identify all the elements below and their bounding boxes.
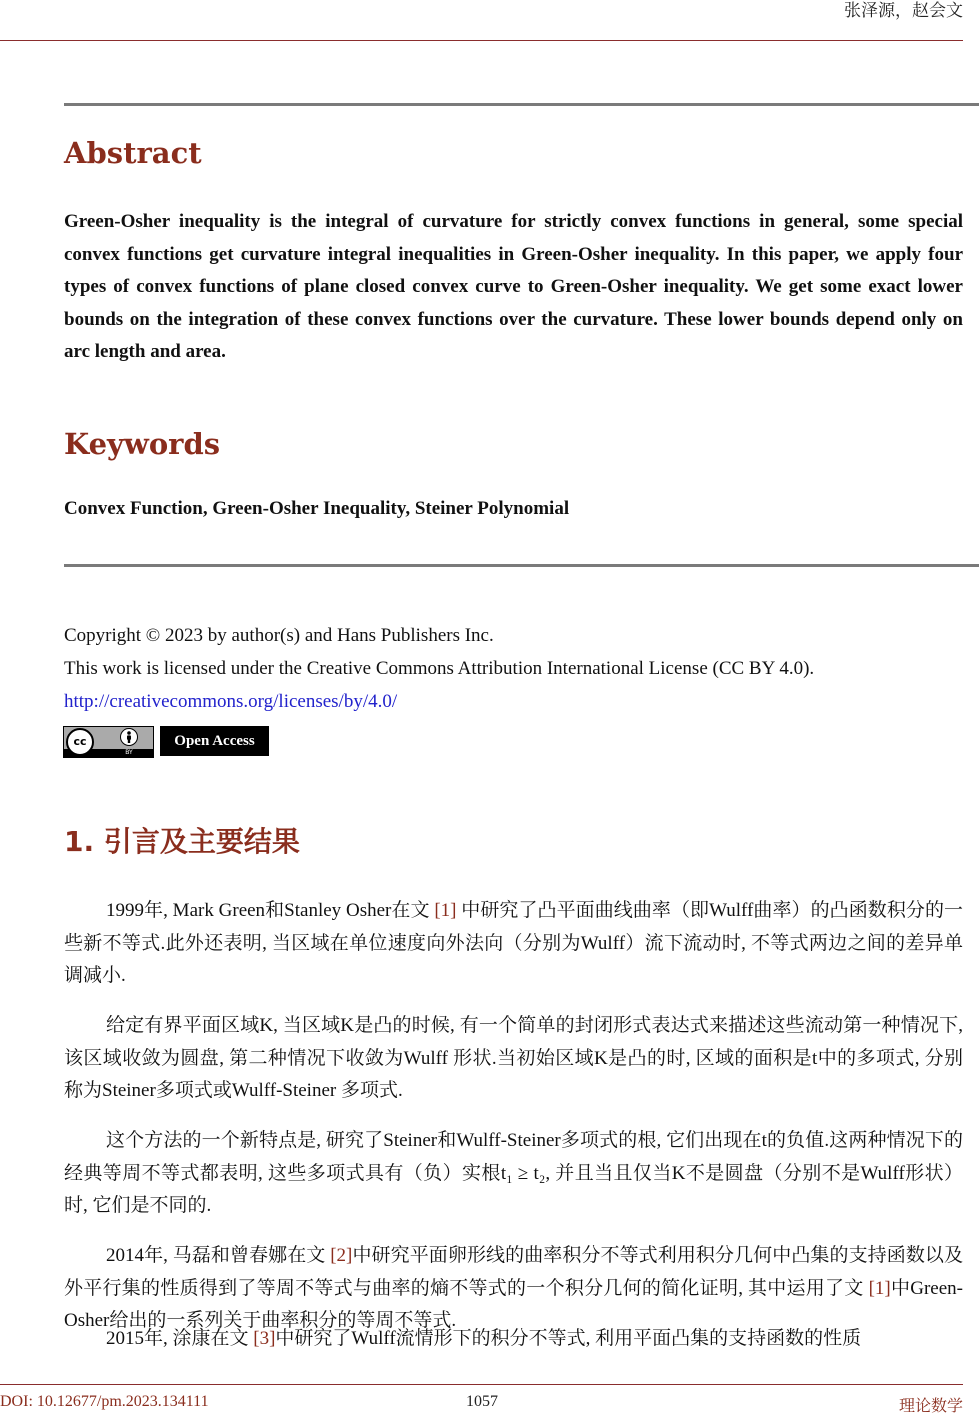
by-label: BY (125, 749, 133, 756)
open-access-badge[interactable]: Open Access (160, 726, 269, 756)
cc-by-badge[interactable] (63, 726, 154, 758)
journal-name: 理论数学 (898, 1396, 963, 1415)
abstract-heading: Abstract (64, 136, 202, 170)
header-rule (0, 40, 963, 41)
paragraph-1 (64, 895, 963, 993)
cc-icon: cc (66, 728, 94, 756)
paragraph-5-a: 2015年, 涂康在文 (106, 1328, 254, 1349)
license-link[interactable]: http://creativecommons.org/licenses/by/4.0/ (64, 691, 398, 712)
copyright-line: Copyright © 2023 by author(s) and Hans Publishers Inc. (64, 625, 494, 646)
keywords-bottom-rule (64, 564, 979, 567)
paragraph-5 (64, 1323, 963, 1356)
paragraph-1-b: 中研究了凸平面曲线曲率（即Wulff曲率）的凸函数积分的一些新不等式.此外还表明, 当区域在单位速度向外法向（分别为Wulff）流下流动时, 不等式两边之间的差异单调减小. (64, 900, 964, 986)
keywords-heading: Keywords (64, 427, 221, 461)
paragraph-1-a: 1999年, Mark Green和Stanley Osher在文 (106, 900, 435, 921)
paragraph-4-c: 中Green-Osher给出的一系列关于曲率积分的等周不等式. (64, 1277, 963, 1331)
footer-rule (0, 1384, 963, 1385)
citation-link[interactable]: [2] (330, 1245, 353, 1266)
paragraph-4-a: 2014年, 马磊和曾春娜在文 (106, 1245, 331, 1266)
abstract-text: Green-Osher inequality is the integral of curvature for strictly convex functions in general, some special convex functions get curvature integral inequalities in Green-Osher inequality. In this paper, we apply four types of convex functions of plane closed convex curve to Green-Osher inequality. We get some exact lower bounds on the integration of these convex functions over the curvature. These lower bounds depend only on arc length and area. (64, 211, 963, 363)
citation-link[interactable]: [3] (253, 1328, 276, 1349)
paragraph-4-b: 中研究平面卵形线的曲率积分不等式利用积分几何中凸集的支持函数以及外平行集的性质得到了等周不等式与曲率的熵不等式的一个积分几何的简化证明, 其中运用了文 (64, 1245, 963, 1299)
page-number: 1057 (466, 1393, 498, 1410)
footer-doi[interactable]: DOI: 10.12677/pm.2023.134111 (0, 1393, 209, 1410)
paragraph-3: 这个方法的一个新特点是, 研究了Steiner和Wulff-Steiner多项式的根, 它们出现在t的负值.这两种情况下的经典等周不等式都表明, 这些多项式具有（负）实根t₁ ≥ t₂, 并且当且仅当K不是圆盘（分别不是Wulff形状）时, 它们是不同的. (64, 1130, 963, 1216)
citation-link[interactable]: [1] (434, 900, 457, 921)
keywords-text: Convex Function, Green-Osher Inequality, Steiner Polynomial (64, 498, 570, 519)
attribution-person-icon (120, 728, 138, 746)
header-authors: 张泽源，赵会文 (844, 1, 963, 21)
paragraph-5-b: 中研究了Wulff流情形下的积分不等式, 利用平面凸集的支持函数的性质 (275, 1328, 862, 1349)
citation-link[interactable]: [1] (868, 1277, 891, 1299)
section-title: 1. 引言及主要结果 (64, 825, 300, 858)
license-line: This work is licensed under the Creative Commons Attribution International License (CC BY 4.0). (64, 658, 815, 679)
paragraph-2: 给定有界平面区域K, 当区域K是凸的时候, 有一个简单的封闭形式表达式来描述这些流动第一种情况下, 该区域收敛为圆盘, 第二种情况下收敛为Wulff 形状.当初始区域K是凸的时, 区域的面积是t中的多项式, 分别称为Steiner多项式或Wulff-Steiner 多项式. (64, 1015, 963, 1101)
abstract-top-rule (64, 103, 979, 106)
